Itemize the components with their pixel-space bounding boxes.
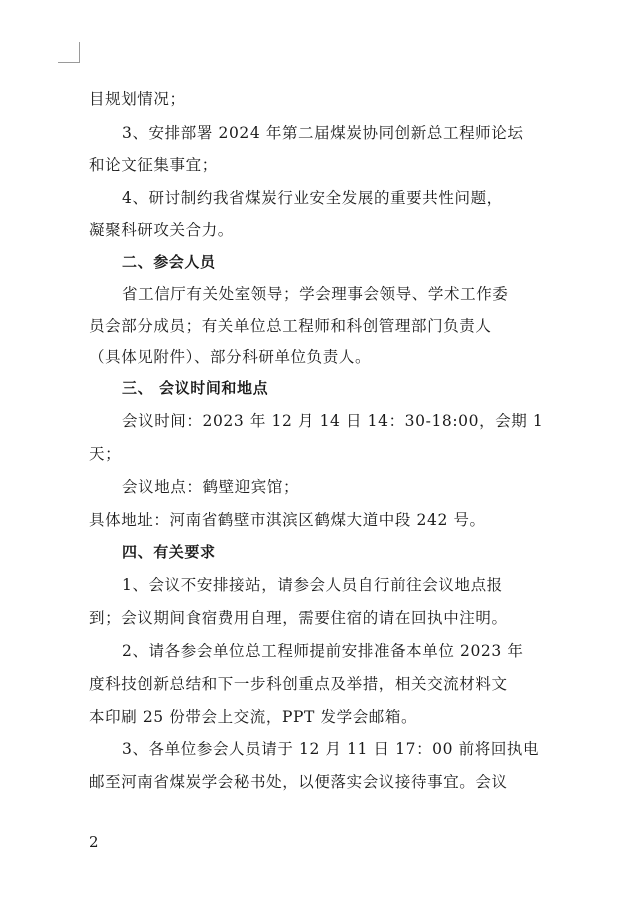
text-line: 凝聚科研攻关合力。 xyxy=(89,221,234,239)
text-line: 本印刷 25 份带会上交流，PPT 发学会邮箱。 xyxy=(89,708,418,726)
text-line: 员会部分成员；有关单位总工程师和科创管理部门负责人 xyxy=(89,317,492,335)
text-line: 3、各单位参会人员请于 12 月 11 日 17：00 前将回执电 xyxy=(122,740,540,758)
crop-mark-horizontal xyxy=(58,62,80,63)
text-line: 具体地址：河南省鹤壁市淇滨区鹤煤大道中段 242 号。 xyxy=(89,511,486,529)
text-line: 省工信厅有关处室领导；学会理事会领导、学术工作委 xyxy=(122,285,509,303)
crop-mark-vertical xyxy=(79,42,80,63)
section-heading: 三、 会议时间和地点 xyxy=(122,379,269,397)
text-line: 天； xyxy=(89,445,122,463)
text-line: 到；会议期间食宿费用自理，需要住宿的请在回执中注明。 xyxy=(89,609,508,627)
text-line: 和论文征集事宜； xyxy=(89,156,218,174)
text-line: 度科技创新总结和下一步科创重点及举措，相关交流材料文 xyxy=(89,675,508,693)
section-heading: 二、参会人员 xyxy=(122,253,216,271)
page-number: 2 xyxy=(89,833,99,851)
text-line: 目规划情况； xyxy=(89,90,186,108)
text-line: 3、安排部署 2024 年第二届煤炭协同创新总工程师论坛 xyxy=(122,124,524,142)
text-line: 4、研讨制约我省煤炭行业安全发展的重要共性问题， xyxy=(122,189,503,207)
section-heading: 四、有关要求 xyxy=(122,543,216,561)
text-line: 1、会议不安排接站，请参会人员自行前往会议地点报 xyxy=(122,576,503,594)
text-line: 邮至河南省煤炭学会秘书处，以便落实会议接待事宜。会议 xyxy=(89,773,508,791)
text-line: 会议时间：2023 年 12 月 14 日 14：30-18:00，会期 1 xyxy=(122,412,544,430)
text-line: （具体见附件）、部分科研单位负责人。 xyxy=(89,348,372,366)
text-line: 会议地点：鹤壁迎宾馆； xyxy=(122,478,300,496)
text-line: 2、请各参会单位总工程师提前安排准备本单位 2023 年 xyxy=(122,642,524,660)
